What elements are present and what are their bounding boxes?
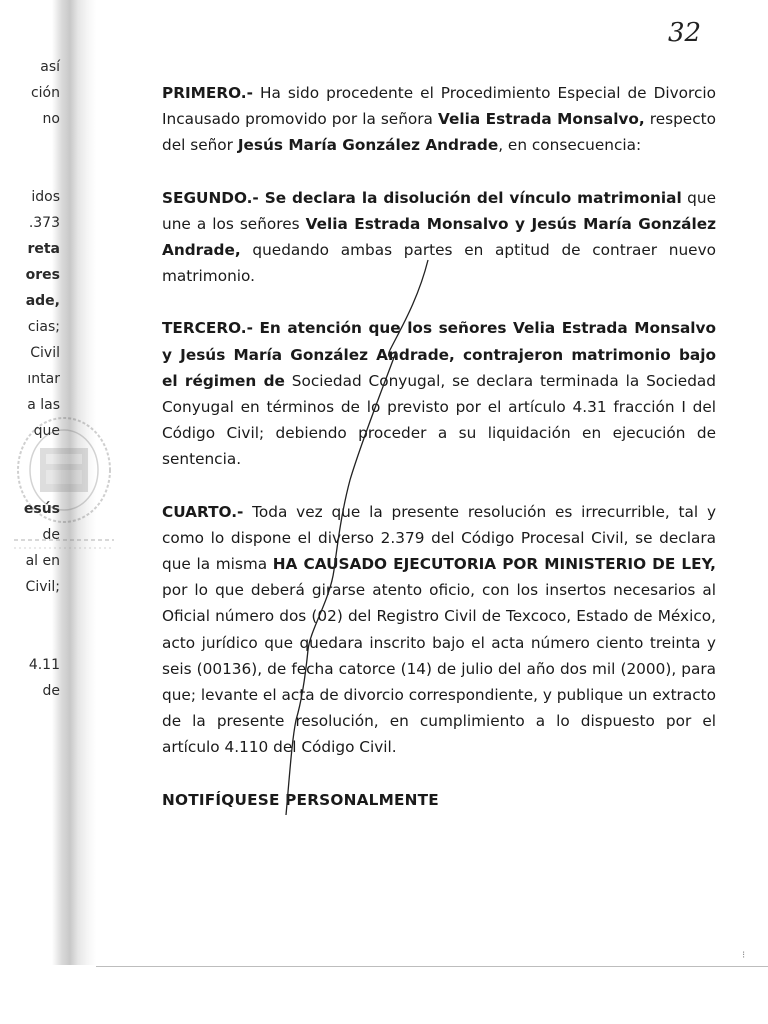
margin-fragment: así: [40, 59, 60, 75]
paragraph-bold-text: Se declara la disolución del vínculo matrimonial: [258, 188, 682, 207]
paragraph-bold-text: Velia Estrada Monsalvo y Jesús María González Andrade,: [162, 214, 716, 260]
paragraph-text: Ha sido procedente el Procedimiento Especial de Divorcio Incausado promovido por la señora: [162, 84, 716, 129]
paragraph-primero: [162, 80, 716, 159]
paragraph-bold-text: Jesús María González Andrade: [237, 136, 499, 155]
paragraph-label: CUARTO.-: [162, 502, 244, 521]
resolution-body: [162, 80, 716, 813]
paragraph-text: por lo que deberá girarse atento oficio, con los insertos necesarios al Oficial número dos (02) del Registro Civil de Texcoco, Estado de México, acto jurídico que quedara inscrito bajo el acta número ciento treinta y seis (00136), de fecha catorce (14) de julio del año dos mil (2000), para que; levante el acta de divorcio correspondiente, y publique un extracto de la presente resolución, en cumplimiento a lo dispuesto por el artículo 4.110 del Código Civil.: [162, 581, 716, 757]
margin-fragment: cias;: [27, 319, 60, 335]
paragraph-text: , en consecuencia:: [498, 136, 642, 155]
paragraph-cuarto: [162, 499, 716, 761]
margin-fragment: Civil: [30, 345, 60, 361]
closing-notice: NOTIFÍQUESE PERSONALMENTE: [162, 790, 439, 809]
paragraph-label: PRIMERO.-: [162, 84, 253, 102]
margin-fragment: que: [33, 423, 60, 439]
paragraph-text: quedando ambas partes en aptitud de contraer nuevo matrimonio.: [162, 241, 716, 286]
margin-fragment: esús: [23, 501, 60, 517]
page-edge-line: [96, 966, 768, 967]
margin-fragment: .373: [28, 215, 60, 231]
margin-fragment: al en: [25, 553, 60, 569]
paragraph-label: SEGUNDO.-: [162, 188, 259, 207]
corner-scan-mark: ⁝: [742, 950, 746, 961]
margin-fragment: 4.11: [28, 657, 60, 673]
official-seal-stamp: [10, 408, 118, 558]
paragraph-bold-text: En atención que los señores Velia Estrada Monsalvo y Jesús María González Andrade, contrajeron matrimonio bajo el régimen de: [162, 319, 716, 390]
paragraph-text: que une a los señores: [162, 188, 716, 233]
margin-fragment: idos: [31, 189, 60, 205]
page-number: 32: [668, 18, 702, 48]
paragraph-tercero: [162, 315, 716, 472]
margin-fragment: no: [42, 111, 60, 127]
paragraph-segundo: [162, 185, 716, 290]
paragraph-bold-text: HA CAUSADO EJECUTORIA POR MINISTERIO DE LEY,: [272, 555, 716, 574]
margin-fragment: a las: [27, 397, 60, 413]
paragraph-label: TERCERO.-: [162, 319, 253, 338]
margin-fragment: Civil;: [25, 579, 60, 595]
margin-fragment: de: [42, 527, 60, 543]
margin-fragment: reta: [27, 241, 60, 257]
margin-fragment: de: [42, 683, 60, 699]
margin-fragment: ade,: [25, 293, 60, 309]
margin-fragment: ıntar: [27, 371, 60, 387]
paragraph-text: Toda vez que la presente resolución es irrecurrible, tal y como lo dispone el diverso 2.379 del Código Procesal Civil, se declara que la misma: [162, 502, 716, 574]
paragraph-text: Sociedad Conyugal, se declara terminada la Sociedad Conyugal en términos de lo previsto por el artículo 4.31 fracción I del Código Civil; debiendo proceder a su liquidación en ejecución de sentencia.: [162, 371, 716, 469]
margin-fragment: ores: [25, 267, 60, 283]
margin-fragment: ción: [30, 85, 60, 101]
paragraph-bold-text: Velia Estrada Monsalvo,: [437, 110, 645, 129]
paragraph-text: respecto del señor: [162, 110, 716, 155]
